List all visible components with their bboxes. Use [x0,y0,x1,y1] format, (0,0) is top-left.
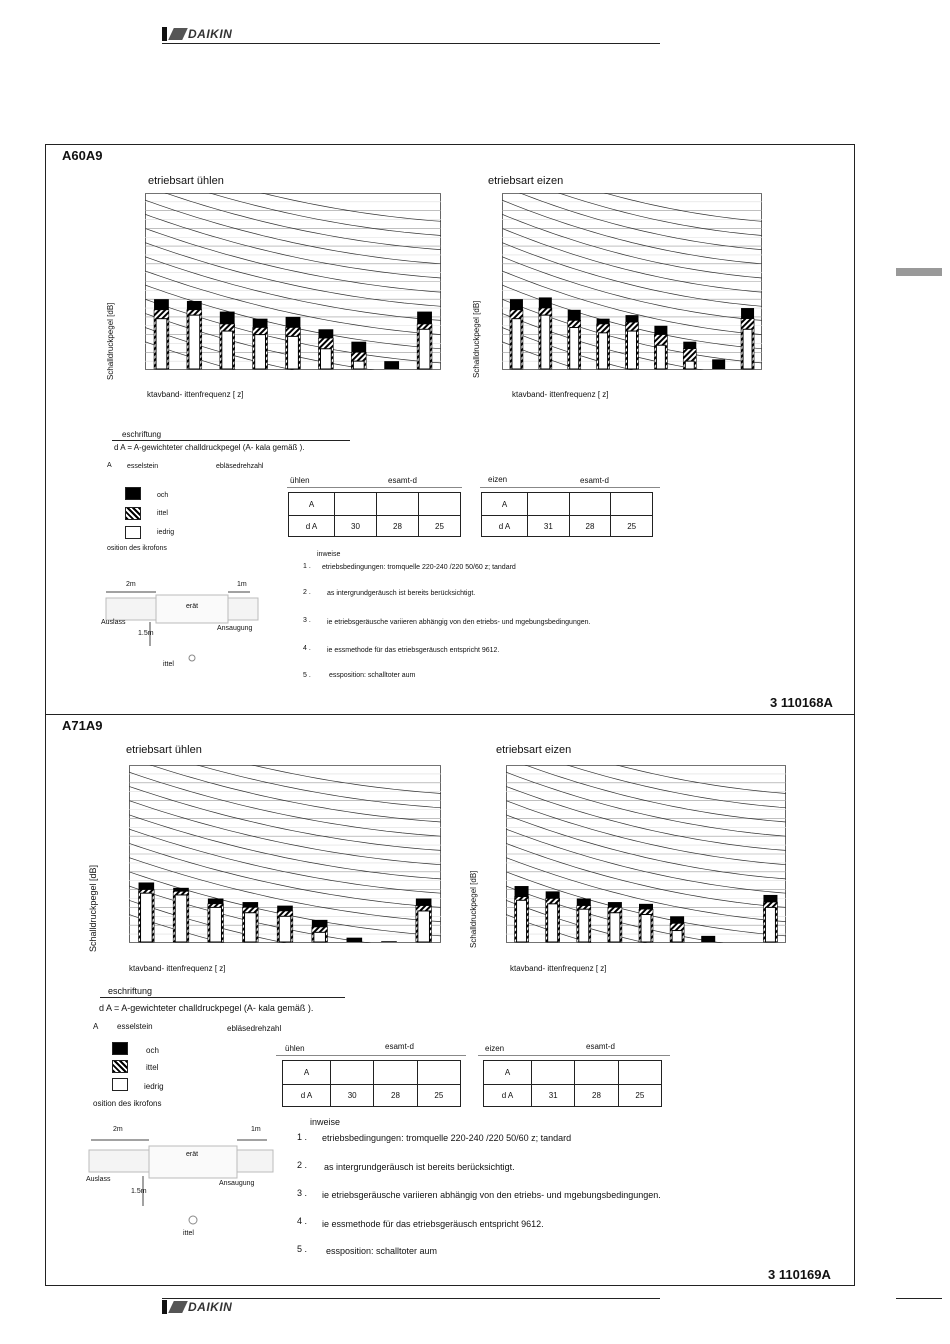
table-row [482,493,653,516]
table-cell: 25 [419,516,461,537]
bar-low [628,331,637,369]
outlet-label: Auslass [101,619,126,626]
brand-logo-top [162,27,232,41]
legend-col-measure: esselstein [117,1022,153,1031]
table-cell: 30 [335,516,377,537]
note-number: 2 . [297,1160,308,1170]
bar-low [245,913,257,942]
bar-high [701,936,715,942]
legend-definition: d A = A-gewichteter challdruckpegel (A- kala gemäß ). [99,1003,314,1013]
legend-definition: d A = A-gewichteter challdruckpegel (A- kala gemäß ). [114,443,305,452]
table-cell [575,1061,618,1085]
table-heat-head: eizen [488,475,508,484]
legend-swatch-low [112,1078,128,1091]
legend-col-fan: ebläsedrehzahl [227,1024,282,1033]
table-cell: A [283,1061,331,1085]
table-cell: d A [289,516,335,537]
table-row [484,1085,662,1107]
legend-mid-label: ittel [146,1063,159,1072]
table-cell: 25 [417,1085,460,1107]
dim-2m: 2m [126,581,136,588]
x-axis-label: ktavband- ittenfrequenz [ z] [512,390,609,399]
unit-label: erät [186,603,199,610]
note-text: ie essmethode für das etriebsgeräusch entspricht 9612. [327,647,500,654]
bar-low [353,361,364,369]
legend-swatch-high [125,487,141,500]
x-axis-label: ktavband- ittenfrequenz [ z] [129,964,226,973]
bar-low [570,328,579,369]
table-cell [331,1061,374,1085]
document-code: 3 110169A [768,1267,831,1282]
bar-low [288,336,299,369]
table-cell [528,493,570,516]
bar-low [765,907,775,942]
mic-position-label: osition des ikrofons [93,1099,162,1108]
table-heat [483,1060,662,1107]
spectrum-chart-heat [506,765,786,943]
spectrum-chart-heat [502,193,762,370]
table-cell [417,1061,460,1085]
table-cell: A [484,1061,532,1085]
table-cell: A [289,493,335,516]
table-cell: 30 [331,1085,374,1107]
legend-rule [112,440,350,441]
unit-label: erät [186,1151,199,1158]
brand-logo-bottom [162,1300,232,1314]
bar-low [743,329,752,369]
bar-low [314,932,326,942]
legend-title: eschriftung [108,986,153,996]
notes-title: inweise [310,1117,341,1127]
bar-low [418,911,430,942]
bar-low [255,335,266,369]
logo-bar [162,1300,167,1314]
legend-rule [100,997,345,998]
table-cell: 28 [374,1085,417,1107]
table-cool [282,1060,461,1107]
legend-col-measure: esselstein [127,463,159,470]
table-cell: 28 [377,516,419,537]
note-text: etriebsbedingungen: tromquelle 220-240 /220 50/60 z; tandard [322,564,516,571]
bar-low [512,319,521,369]
bar-low [189,315,200,369]
legend-high-label: och [157,492,169,499]
intake-label: Ansaugung [219,1180,255,1187]
bar-high [712,359,725,369]
logo-bar [162,27,167,41]
chart-title-cool: etriebsart ühlen [148,175,224,187]
bar-low [320,349,331,369]
note-number: 3 . [297,1188,308,1198]
legend-title: eschriftung [122,430,162,439]
table-cell: 31 [532,1085,575,1107]
mic-position-diagram [100,578,260,670]
note-text: as intergrundgeräusch ist bereits berücksichtigt. [327,590,476,597]
table-row [283,1061,461,1085]
outlet-label: Auslass [86,1176,111,1183]
intake-label: Ansaugung [217,625,253,632]
table-cell [611,493,653,516]
legend-swatch-mid [125,507,141,520]
legend-col-fan: ebläsedrehzahl [216,463,264,470]
mic-mid-label: ittel [163,661,174,668]
note-number: 3 . [303,617,311,624]
table-heat-overall: esamt-d [580,476,609,485]
table-cell [532,1061,575,1085]
table-cell [569,493,611,516]
y-axis-label: Schalldruckpegel [dB] [88,864,98,952]
table-heat-rule [478,1055,670,1056]
table-heat [481,492,653,537]
legend-high-label: och [146,1046,159,1055]
daikin-mark-icon [168,1301,188,1313]
legend-swatch-mid [112,1060,128,1073]
bar-low [656,345,665,369]
legend-low-label: iedrig [144,1082,164,1091]
table-cell: A [482,493,528,516]
bar-low [541,315,550,369]
table-cell: d A [482,516,528,537]
header-rule [162,43,660,44]
table-cool-overall: esamt-d [385,1042,414,1051]
model-title: A60A9 [62,148,103,163]
bar-low [279,916,291,942]
y-axis-label: Schalldruckpegel [dB] [469,870,478,948]
note-number: 1 . [303,563,311,570]
table-cool [288,492,461,537]
table-cell: d A [283,1085,331,1107]
table-heat-overall: esamt-d [586,1042,615,1051]
table-cell: d A [484,1085,532,1107]
y-axis-label: Schalldruckpegel [dB] [472,300,481,378]
table-cell: 28 [575,1085,618,1107]
y-axis-label: Schalldruckpegel [dB] [106,302,115,380]
legend-symbol: A [107,462,112,469]
daikin-mark-icon [168,28,188,40]
table-heat-rule [480,487,660,488]
note-number: 4 . [297,1216,308,1226]
table-cool-overall: esamt-d [388,476,417,485]
bar-low [175,895,187,942]
chart-title-cool: etriebsart ühlen [126,744,202,756]
bar-low [210,907,222,942]
mic-mid-label: ittel [183,1230,194,1237]
dim-1-5m: 1.5m [138,630,154,637]
table-row [484,1061,662,1085]
spectrum-chart-cool [145,193,441,370]
mic-position-diagram [85,1122,275,1240]
table-cell [377,493,419,516]
bar-low [641,915,651,942]
note-number: 2 . [303,589,311,596]
table-cell: 25 [618,1085,661,1107]
bar-low [222,331,233,369]
legend-mid-label: ittel [157,510,168,517]
notes-title: inweise [317,551,341,558]
bar-low [419,329,430,369]
note-text: essposition: schalltoter aum [326,1246,438,1256]
table-cell [419,493,461,516]
brand-name: DAIKIN [188,1300,233,1314]
mic-position-label: osition des ikrofons [107,545,167,552]
bar-low [610,913,620,942]
document-code: 3 110168A [770,695,833,710]
brand-name: DAIKIN [188,27,233,41]
note-number: 5 . [297,1244,308,1254]
table-row [289,493,461,516]
spectrum-chart-cool [129,765,441,943]
bar-high [381,941,397,942]
side-tab [896,268,942,276]
note-text: as intergrundgeräusch ist bereits berücksichtigt. [324,1162,515,1172]
dim-1m: 1m [237,581,247,588]
table-cell: 28 [569,516,611,537]
dim-1m: 1m [251,1126,261,1133]
x-axis-label: ktavband- ittenfrequenz [ z] [147,390,244,399]
note-text: etriebsbedingungen: tromquelle 220-240 /220 50/60 z; tandard [322,1133,572,1143]
chart-title-heat: etriebsart eizen [496,744,572,756]
note-number: 1 . [297,1132,308,1142]
table-cool-rule [287,487,462,488]
bar-high [347,938,363,942]
dim-1-5m: 1.5m [131,1188,147,1195]
table-cell [335,493,377,516]
bar-low [672,931,682,942]
bar-low [517,900,527,942]
bar-low [599,333,608,369]
bar-low [141,893,153,942]
dim-2m: 2m [113,1126,123,1133]
table-cool-rule [276,1055,466,1056]
table-row [283,1085,461,1107]
table-row [482,516,653,537]
x-axis-label: ktavband- ittenfrequenz [ z] [510,964,607,973]
bar-low [548,904,558,942]
table-row [289,516,461,537]
chart-title-heat: etriebsart eizen [488,175,564,187]
note-text: ie etriebsgeräusche variieren abhängig von den etriebs- und mgebungsbedingungen. [322,1190,661,1200]
legend-swatch-low [125,526,141,539]
side-rule [896,1298,942,1299]
table-cool-head: ühlen [285,1044,305,1053]
table-cell: 25 [611,516,653,537]
note-number: 4 . [303,645,311,652]
note-number: 5 . [303,672,311,679]
bar-high [384,361,399,369]
note-text: ie essmethode für das etriebsgeräusch entspricht 9612. [322,1219,544,1229]
legend-symbol: A [93,1022,99,1031]
bar-low [685,361,694,369]
legend-low-label: iedrig [157,529,175,536]
table-cell [374,1061,417,1085]
note-text: ie etriebsgeräusche variieren abhängig von den etriebs- und mgebungsbedingungen. [327,619,591,626]
table-cell [618,1061,661,1085]
note-text: essposition: schalltoter aum [329,672,416,679]
table-heat-head: eizen [485,1044,505,1053]
table-cell: 31 [528,516,570,537]
legend-swatch-high [112,1042,128,1055]
footer-rule [162,1298,660,1299]
bar-low [579,909,589,942]
table-cool-head: ühlen [290,476,310,485]
model-title: A71A9 [62,718,103,733]
bar-low [156,319,167,369]
